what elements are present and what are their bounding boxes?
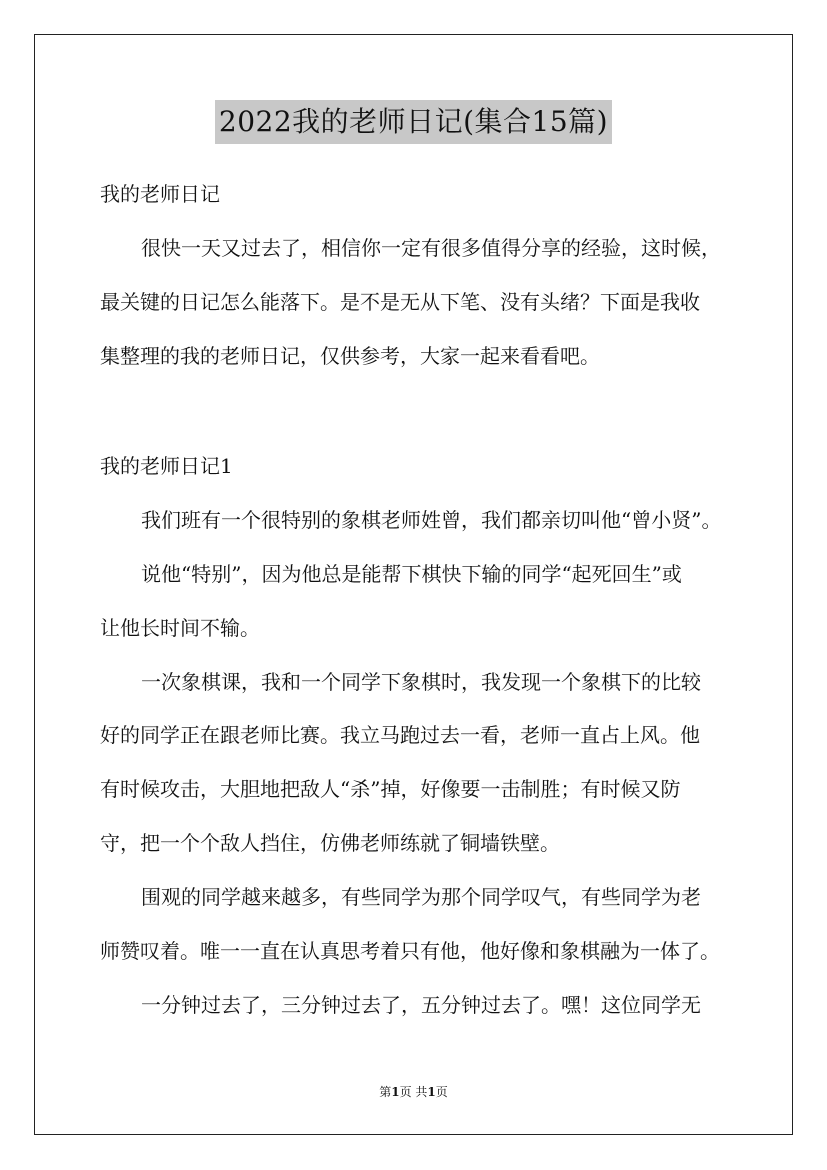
section-heading: 我的老师日记1: [100, 454, 233, 478]
paragraph-line: 说他“特别”，因为他总是能帮下棋快下输的同学“起死回生”或: [141, 562, 682, 586]
paragraph-line: 一次象棋课，我和一个同学下象棋时，我发现一个象棋下的比较: [141, 670, 701, 694]
paragraph-line: 好的同学正在跟老师比赛。我立马跑过去一看，老师一直占上风。他: [100, 723, 700, 747]
paragraph-line: 师赞叹着。唯一一直在认真思考着只有他，他好像和象棋融为一体了。: [100, 939, 720, 963]
paragraph-line: 围观的同学越来越多，有些同学为那个同学叹气，有些同学为老: [141, 885, 701, 909]
paragraph-line: 让他长时间不输。: [100, 616, 260, 640]
section-heading: 我的老师日记: [100, 182, 220, 206]
page-footer: [0, 1083, 827, 1100]
paragraph-line: 最关键的日记怎么能落下。是不是无从下笔、没有头绪？下面是我收: [100, 290, 700, 314]
paragraph-line: 我们班有一个很特别的象棋老师姓曾，我们都亲切叫他“曾小贤”。: [141, 508, 722, 532]
paragraph-line: 集整理的我的老师日记，仅供参考，大家一起来看看吧。: [100, 344, 600, 368]
footer-page-num: 1: [391, 1085, 400, 1099]
footer-page-total: 1: [427, 1085, 436, 1099]
footer-prefix: 第: [379, 1085, 392, 1099]
paragraph-line: 有时候攻击，大胆地把敌人“杀”掉，好像要一击制胜；有时候又防: [100, 777, 681, 801]
document-title: 2022我的老师日记(集合15篇): [215, 100, 612, 144]
footer-mid: 页 共: [399, 1085, 428, 1099]
footer-suffix: 页: [435, 1085, 448, 1099]
paragraph-line: 很快一天又过去了，相信你一定有很多值得分享的经验，这时候，: [141, 236, 721, 260]
paragraph-line: 守，把一个个敌人挡住，仿佛老师练就了铜墙铁壁。: [100, 831, 560, 855]
paragraph-line: 一分钟过去了，三分钟过去了，五分钟过去了。嘿！这位同学无: [141, 993, 701, 1017]
